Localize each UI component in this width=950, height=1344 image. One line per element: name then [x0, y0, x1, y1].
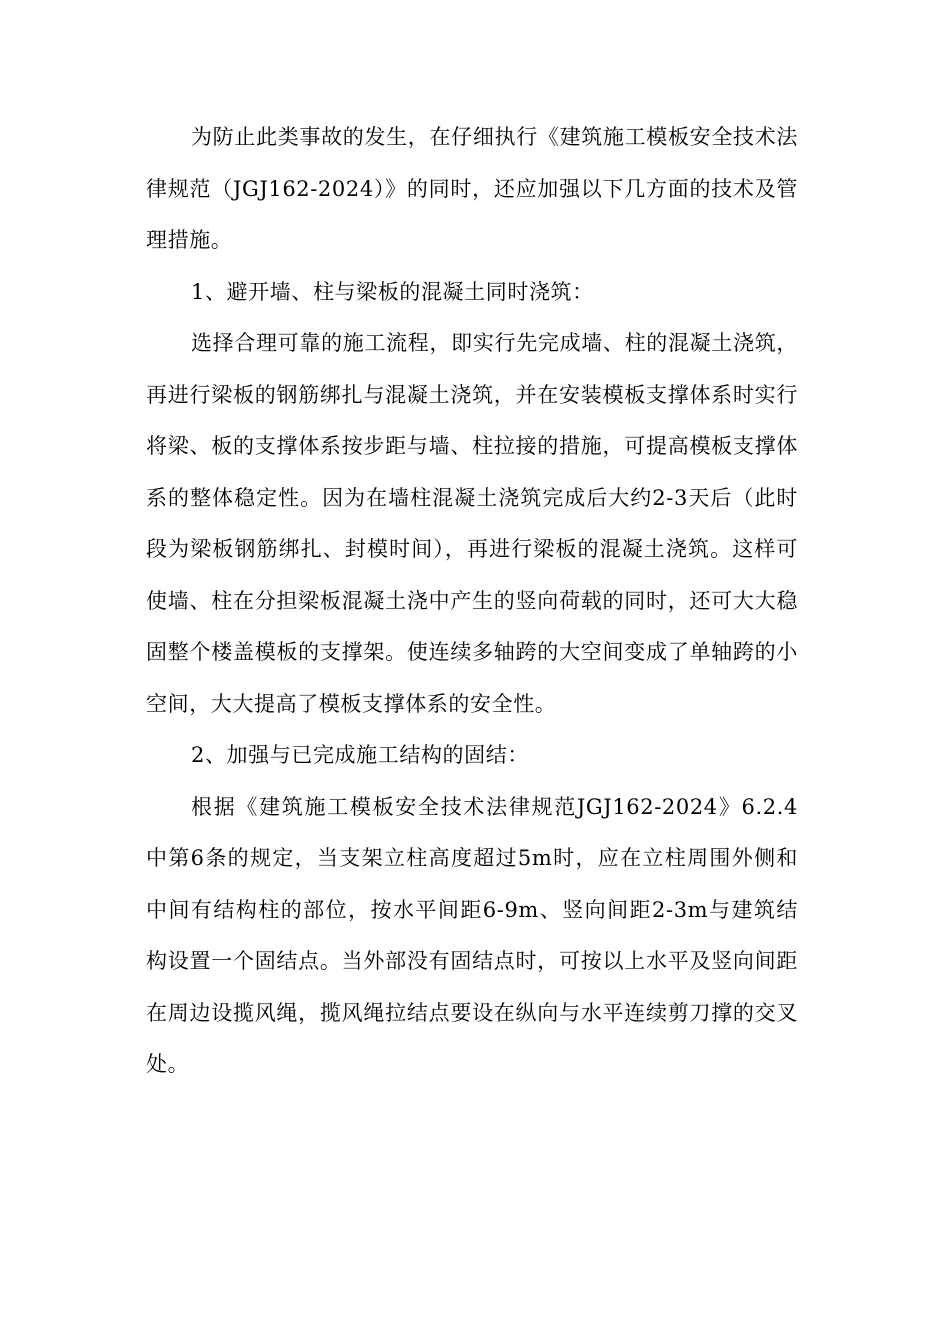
- heading-item-1: 1、避开墙、柱与梁板的混凝土同时浇筑：: [191, 279, 594, 304]
- document-page: [146, 112, 798, 1091]
- heading-item-2: 2、加强与已完成施工结构的固结：: [191, 743, 529, 767]
- paragraph-item-2-body: 根据《建筑施工模板安全技术法律规范JGJ162-2024》6.2.4中第6条的规定，当支架立柱高度超过5m时，应在立柱周围外侧和中间有结构柱的部位，按水平间距6-9m、竖向间距2-3m与建筑结构设置一个固结点。当外部没有固结点时，可按以上水平及竖向间距在周边设揽风绳，揽风绳拉结点要设在纵向与水平连续剪刀撑的交叉处。: [146, 794, 798, 1076]
- paragraph-item-1-body: 选择合理可靠的施工流程，即实行先完成墙、柱的混凝土浇筑，再进行梁板的钢筋绑扎与混凝土浇筑，并在安装模板支撑体系时实行将梁、板的支撑体系按步距与墙、柱拉接的措施，可提高模板支撑体系的整体稳定性。因为在墙柱混凝土浇筑完成后大约2-3天后（此时段为梁板钢筋绑扎、封模时间），再进行梁板的混凝土浇筑。这样可使墙、柱在分担梁板混凝土浇中产生的竖向荷载的同时，还可大大稳固整个楼盖模板的支撑架。使连续多轴跨的大空间变成了单轴跨的小空间，大大提高了模板支撑体系的安全性。: [146, 331, 798, 716]
- paragraph-intro: 为防止此类事故的发生，在仔细执行《建筑施工模板安全技术法律规范（JGJ162-2024）》的同时，还应加强以下几方面的技术及管理措施。: [146, 125, 798, 252]
